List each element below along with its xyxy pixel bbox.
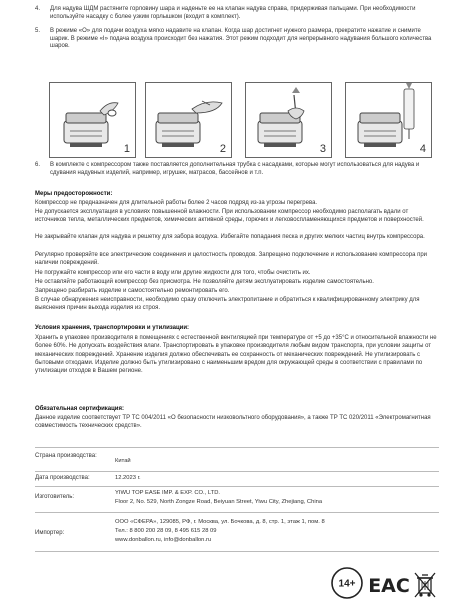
- illustration-panel-4: [345, 82, 432, 158]
- step-4-number: 4.: [35, 6, 41, 12]
- compressor-illustration: [246, 83, 331, 157]
- info-divider: [35, 486, 439, 487]
- info-divider: [35, 471, 439, 472]
- country-label: Страна производства:: [35, 453, 97, 459]
- maker-line: YIWU TOP EASE IMP. & EXP. CO., LTD.: [115, 490, 221, 496]
- weee-mark: [412, 570, 438, 605]
- eac-icon: [368, 572, 410, 597]
- step-4-text: Для надува ШДМ растяните горловину шара и наденьте ее на клапан надува справа, придерживая пальцами. При необходимости используйте насадку с более узким горлышком (входит в комплект).: [50, 6, 416, 20]
- precaution-paragraph: Не оставляйте работающий компрессор без присмотра. Не позволяйте детям эксплуатировать изделие самостоятельно.: [35, 279, 374, 285]
- compressor-illustration: [146, 83, 231, 157]
- precaution-paragraph: Не погружайте компрессор или его части в воду или другие жидкости для того, чтобы очистить их.: [35, 270, 311, 276]
- precaution-paragraph: В случае обнаружения неисправности, необходимо сразу отключить электропитание и обратиться к квалифицированному электрику для выяснения причин выхода изделия из строя.: [35, 297, 420, 311]
- precaution-paragraph: Не допускается эксплуатация в условиях повышенной влажности. При использовании компрессор необходимо располагать вдали от источников тепла, металлических предметов, химических активной среды, горючих и легковоспламеняющихся предметов и поверхностей.: [35, 209, 424, 223]
- importer-line: ООО «СФЕРА», 129085, РФ, г. Москва, ул. Бочкова, д. 8, стр. 1, этаж 1, пом. 8: [115, 519, 325, 525]
- info-divider: [35, 447, 439, 448]
- precautions-heading: Меры предосторожности:: [35, 191, 113, 197]
- date-label: Дата производства:: [35, 475, 90, 481]
- country-value: Китай: [115, 458, 131, 464]
- precaution-paragraph: Запрещено разбирать изделие и самостоятельно ремонтировать его.: [35, 288, 230, 294]
- illustration-panel-3: [245, 82, 332, 158]
- certification-text: Данное изделие соответствует ТР ТС 004/2011 «О безопасности низковольтного оборудования», а также ТР ТС 020/2011 «Электромагнитная совместимость технических средств».: [35, 415, 431, 429]
- storage-heading: Условия хранения, транспортировки и утилизации:: [35, 325, 190, 331]
- importer-line: Тел.: 8 800 200 28 09, 8 495 615 28 09: [115, 528, 217, 534]
- age-mark-text: 14+: [338, 578, 356, 590]
- eac-mark-text: EAC: [368, 575, 410, 597]
- age-14-icon: [330, 566, 364, 600]
- precaution-paragraph: Регулярно проверяйте все электрические соединения и целостность проводов. Запрещено подключение и использование компрессора при наличии повреждений.: [35, 252, 428, 266]
- eac-mark: [368, 572, 410, 601]
- step-5-number: 5.: [35, 28, 41, 34]
- maker-line: Floor 2, No. 529, North Zongze Road, Beiyuan Street, Yiwu City, Zhejiang, China: [115, 499, 323, 505]
- certification-heading: Обязательная сертификация:: [35, 406, 124, 412]
- info-divider: [35, 512, 439, 513]
- importer-line: www.donballon.ru, info@donballon.ru: [115, 537, 212, 543]
- precaution-paragraph: Не закрывайте клапан для надува и решетку для забора воздуха. Избегайте попадания песка и других мелких частиц внутрь компрессора.: [35, 234, 425, 240]
- panel-number-2: 2: [219, 143, 226, 155]
- step-5-text: В режиме «О» для подачи воздуха мягко надавите на клапан. Когда шар достигнет нужного размера, прекратите нажатие и снимите шарик. В режиме «I» подача воздуха происходит без нажатия. Этот режим подходит для непрерывного надувания большого количества шаров.: [50, 28, 432, 50]
- step-6-number: 6.: [35, 162, 41, 168]
- importer-label: Импортер:: [35, 530, 65, 536]
- compressor-illustration: [50, 83, 135, 157]
- panel-number-3: 3: [319, 143, 326, 155]
- age-mark: [330, 566, 364, 605]
- crossed-bin-icon: [412, 570, 438, 600]
- precaution-paragraph: Компрессор не предназначен для длительной работы более 2 часов подряд из-за угрозы перегрева.: [35, 200, 318, 206]
- step-6-text: В комплекте с компрессором также поставляется дополнительная трубка с насадками, которые могут использоваться для надува и сдувания надувных изделий, например, игрушек, матрасов, бассейнов и т.п.: [50, 162, 420, 176]
- panel-number-4: 4: [419, 143, 426, 155]
- illustration-panel-2: [145, 82, 232, 158]
- maker-label: Изготовитель:: [35, 494, 74, 500]
- compressor-illustration: [346, 83, 431, 157]
- illustration-panel-1: [49, 82, 136, 158]
- info-divider: [35, 551, 439, 552]
- storage-text: Хранить в упаковке производителя в помещениях с естественной вентиляцией при температуре от +5 до +35°С и относительной влажности не более 60%. Не допускать воздействия влаги. Транспортировать в упаковке производителя любым видом транспорта, при условии защиты от механических повреждений. Хранение изделия должно обеспечивать ее сохранность от механических повреждений. Не утилизировать с бытовыми отходами. Изделие должно быть утилизировано с наименьшим вредом для окружающей среды в соответствии с правилами по утилизации отходов в Вашем регионе.: [35, 335, 437, 375]
- panel-number-1: 1: [123, 143, 130, 155]
- date-value: 12.2023 г.: [115, 475, 141, 481]
